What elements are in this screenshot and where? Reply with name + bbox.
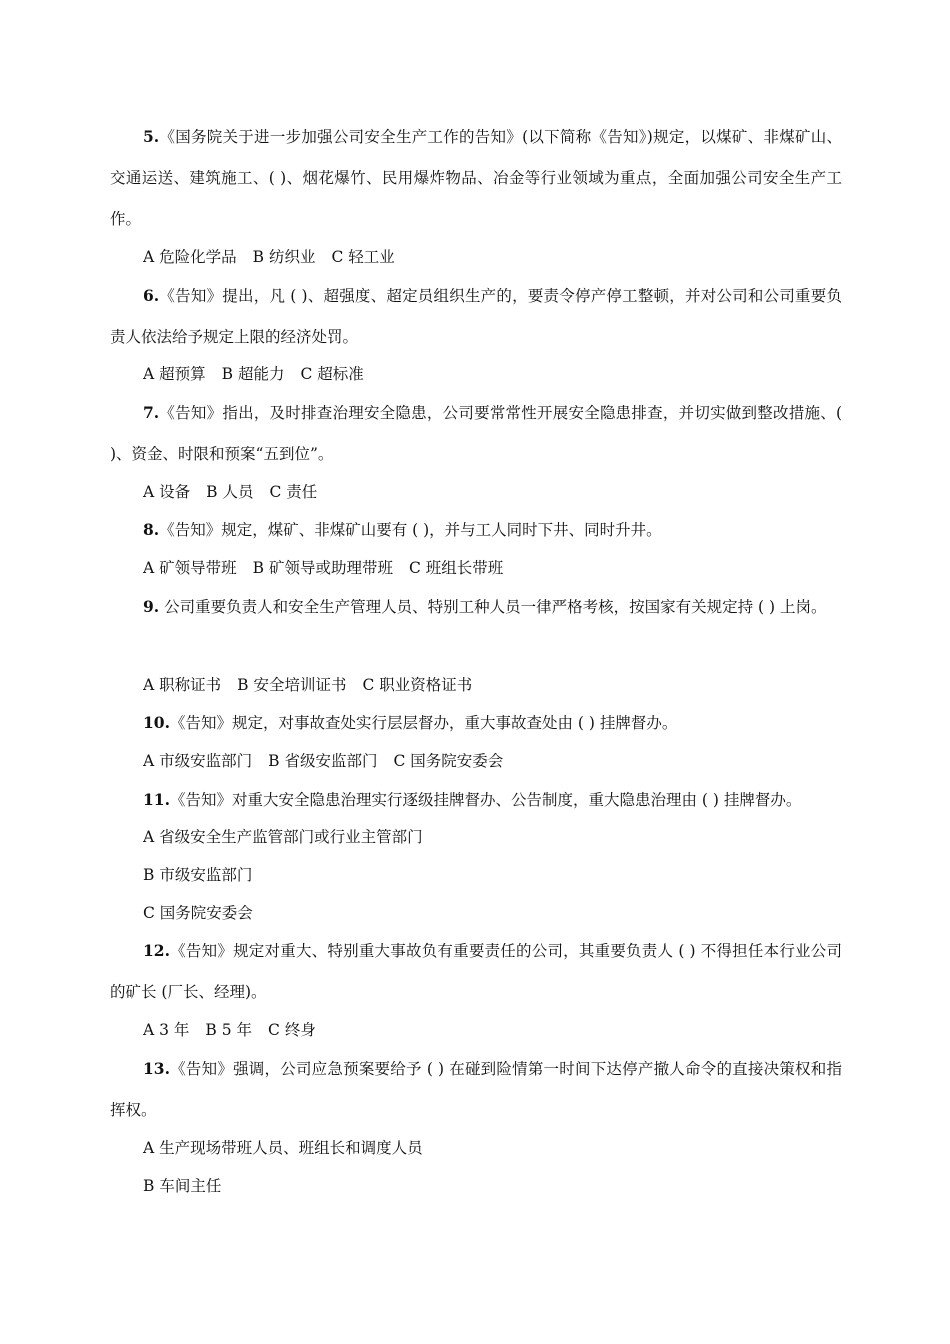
options-8 [143,557,843,579]
options-6 [143,363,843,385]
question-text: 《告知》规定对重大、特别重大事故负有重要责任的公司，其重要负责人 ( ) 不得担任本行业公司的矿长 (厂长、经理)。 [110,942,842,1001]
question-text: 《告知》指出，及时排查治理安全隐患，公司要常常性开展安全隐患排查，并切实做到整改措施、( )、资金、时限和预案“五到位”。 [110,404,842,463]
option-a: A 矿领导带班 [143,559,237,577]
option-b: B 纺织业 [252,248,316,266]
option-b: B 5 年 [205,1021,253,1039]
option-c: C 轻工业 [331,248,395,266]
question-number: 11. [143,790,170,809]
option-11-b [143,864,843,886]
options-12 [143,1019,843,1041]
options-5 [143,246,843,268]
option-b: B 安全培训证书 [237,676,347,694]
option-a: A 市级安监部门 [143,752,253,770]
question-number: 13. [143,1059,170,1078]
question-text: 《告知》强调，公司应急预案要给予 ( ) 在碰到险情第一时间下达停产撤人命令的直接决策权和指挥权。 [110,1060,842,1119]
question-text: 《国务院关于进一步加强公司安全生产工作的告知》(以下简称《告知》)规定，以煤矿、非煤矿山、交通运送、建筑施工、( )、烟花爆竹、民用爆炸物品、冶金等行业领域为重点，全面加强公司安全生产工作。 [110,128,842,228]
question-6 [110,275,842,358]
options-7 [143,481,843,503]
option-a: A 超预算 [143,365,206,383]
question-text: 公司重要负责人和安全生产管理人员、特别工种人员一律严格考核，按国家有关规定持 ( ) 上岗。 [159,598,827,616]
question-11 [110,779,842,821]
question-text: 《告知》规定，对事故查处实行层层督办，重大事故查处由 ( ) 挂牌督办。 [169,714,678,732]
question-number: 7. [143,403,160,422]
option-a: A 3 年 [143,1021,190,1039]
question-number: 6. [143,286,160,305]
option-a: A 省级安全生产监管部门或行业主管部门 [143,828,423,846]
option-c: C 国务院安委会 [393,752,504,770]
question-number: 12. [143,941,170,960]
question-number: 10. [143,713,170,732]
option-b: B 市级安监部门 [143,866,253,884]
option-b: B 省级安监部门 [268,752,378,770]
option-b: B 矿领导或助理带班 [252,559,393,577]
question-text: 《告知》对重大安全隐患治理实行逐级挂牌督办、公告制度，重大隐患治理由 ( ) 挂牌督办。 [169,791,802,809]
options-10 [143,750,843,772]
question-5 [110,116,842,240]
option-a: A 生产现场带班人员、班组长和调度人员 [143,1139,423,1157]
option-b: B 车间主任 [143,1177,222,1195]
option-c: C 班组长带班 [408,559,504,577]
question-9 [110,586,842,628]
question-number: 5. [143,127,160,146]
question-10 [110,702,842,744]
option-a: A 危险化学品 [143,248,237,266]
question-text: 《告知》规定，煤矿、非煤矿山要有 ( )，并与工人同时下井、同时升井。 [159,521,662,539]
question-7 [110,392,842,475]
option-c: C 责任 [269,483,318,501]
question-13 [110,1048,842,1131]
option-b: B 超能力 [221,365,285,383]
options-9 [143,674,843,696]
option-11-c [143,902,843,924]
question-number: 9. [143,597,160,616]
option-11-a [143,826,843,848]
question-8 [110,509,842,551]
option-13-a [143,1137,843,1159]
option-b: B 人员 [206,483,254,501]
option-c: C 职业资格证书 [362,676,473,694]
question-number: 8. [143,520,160,539]
question-text: 《告知》提出，凡 ( )、超强度、超定员组织生产的，要责令停产停工整顿，并对公司和公司重要负责人依法给予规定上限的经济处罚。 [110,287,842,346]
option-a: A 职称证书 [143,676,222,694]
option-c: C 国务院安委会 [143,904,253,922]
option-c: C 超标准 [300,365,364,383]
option-a: A 设备 [143,483,191,501]
question-12 [110,930,842,1013]
option-c: C 终身 [268,1021,316,1039]
option-13-b [143,1175,843,1197]
